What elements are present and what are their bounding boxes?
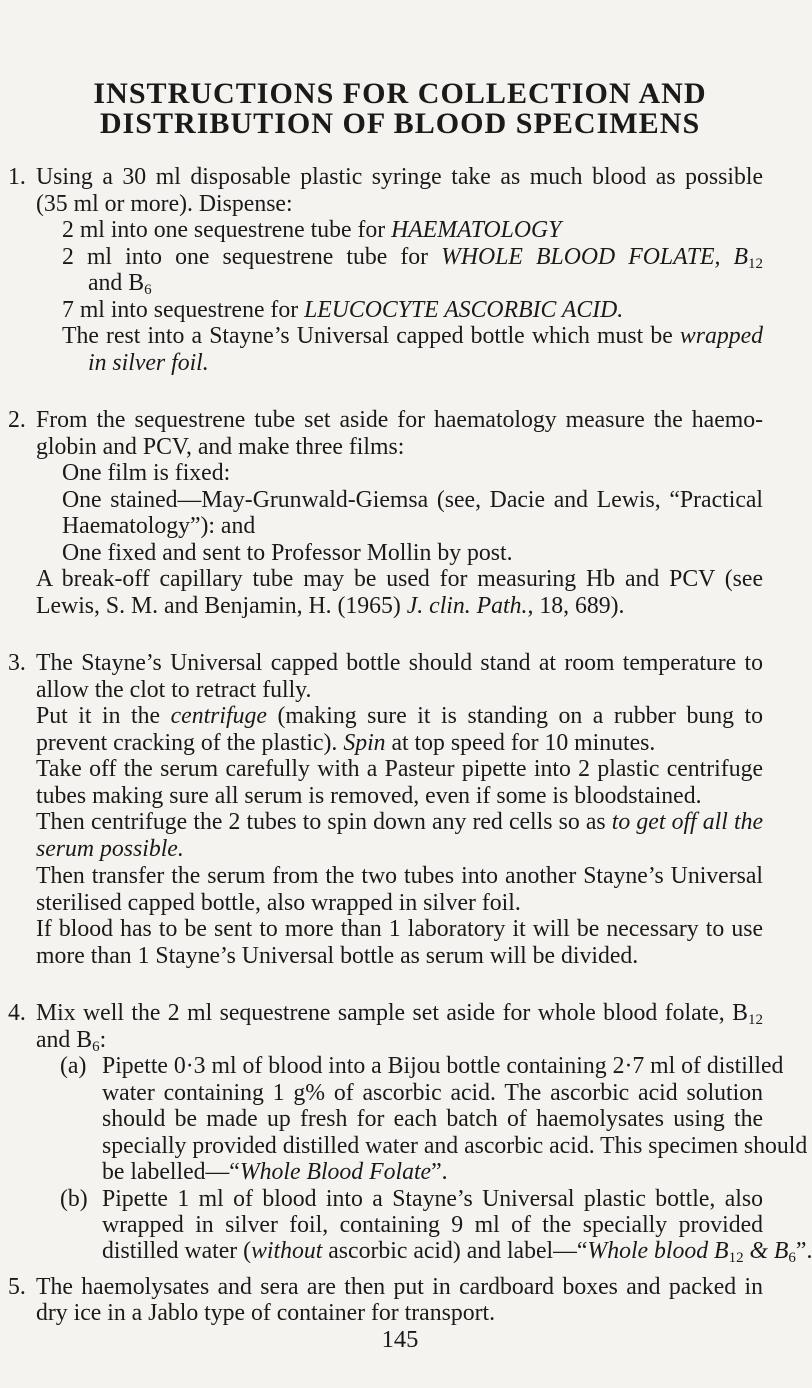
s3-line-12: more than 1 Stayne’s Universal bottle as serum will be divided.	[36, 943, 639, 969]
s4-a-line-3: should be made up fresh for each batch of haemolysates using the	[102, 1106, 763, 1132]
s4-l2-text: and B	[36, 1027, 93, 1053]
section-2-number: 2.	[8, 407, 26, 433]
s1-dispense-3	[62, 297, 623, 323]
s3-line-4	[36, 730, 655, 756]
s1-d2-italic: WHOLE BLOOD FOLATE, B	[441, 244, 748, 270]
s4-b3-c: ascorbic acid) and label—“	[322, 1238, 588, 1264]
s2-line-6: One fixed and sent to Professor Mollin by post.	[62, 540, 513, 566]
s3-line-11: If blood has to be sent to more than 1 laboratory it will be necessary to use	[36, 916, 763, 942]
s3-l4-tail: at top speed for 10 minutes.	[385, 730, 656, 756]
title-line-1: INSTRUCTIONS FOR COLLECTION AND	[93, 76, 707, 110]
s1-d3-text: 7 ml into sequestrene for	[62, 297, 305, 323]
s1-dispense-1	[62, 217, 561, 243]
s1-d4b-italic: in silver foil.	[88, 350, 209, 376]
s2-l8-journal: J. clin. Path.	[406, 593, 528, 619]
s3-l8-italic: serum possible.	[36, 836, 184, 862]
s4-a-line-2: water containing 1 g% of ascorbic acid. The ascorbic acid solution	[102, 1080, 763, 1106]
s2-line-3: One film is fixed:	[62, 460, 231, 486]
s4-a-line-4: specially provided distilled water and ascorbic acid. This specimen should	[102, 1133, 808, 1159]
s4-b3-sub2: 6	[788, 1250, 796, 1266]
s4-a-line-1: Pipette 0·3 ml of blood into a Bijou bottle containing 2·7 ml of distilled	[102, 1053, 784, 1079]
s4-l2-sub: 6	[92, 1039, 100, 1055]
s3-line-9: Then transfer the serum from the two tubes into another Stayne’s Universal	[36, 863, 763, 889]
s2-line-7: A break-off capillary tube may be used for measuring Hb and PCV (see	[36, 566, 763, 592]
s1-dispense-2b	[88, 270, 152, 296]
s3-l7-italic: to get off all the	[611, 809, 764, 835]
s2-l8-text: Lewis, S. M. and Benjamin, H. (1965)	[36, 593, 407, 619]
s3-l3-text: Put it in the	[36, 703, 171, 729]
s5-line-2: dry ice in a Jablo type of container for transport.	[36, 1300, 496, 1326]
s4-a-line-5	[102, 1159, 448, 1185]
s1-d2-text: 2 ml into one sequestrene tube for	[62, 244, 442, 270]
s1-d4-text: The rest into a Stayne’s Universal capped bottle which must be	[62, 323, 680, 349]
s3-l4-text: prevent cracking of the plastic).	[36, 730, 344, 756]
title-line-2: DISTRIBUTION OF BLOOD SPECIMENS	[99, 106, 701, 140]
s4-b-line-1	[102, 1186, 763, 1212]
s4-b2-text: wrapped in silver foil, containing 9 ml of the specially provided	[102, 1212, 763, 1238]
s3-l7-text: Then centrifuge the 2 tubes to spin down any red cells so as	[36, 809, 612, 835]
page-number: 145	[381, 1326, 419, 1353]
s3-line-5: Take off the serum carefully with a Pasteur pipette into 2 plastic centrifuge	[36, 756, 763, 782]
s3-line-6: tubes making sure all serum is removed, even if some is bloodstained.	[36, 783, 702, 809]
s3-line-1: The Stayne’s Universal capped bottle should stand at room temperature to	[36, 650, 763, 676]
s2-line-4: One stained—May-Grunwald-Giemsa (see, Dacie and Lewis, “Practical	[62, 487, 763, 513]
s4-b3-italic: without	[251, 1238, 323, 1264]
s1-dispense-4	[62, 323, 763, 349]
s3-l3-tail: (making sure it is standing on a rubber bung to	[266, 703, 763, 729]
s1-line-1: Using a 30 ml disposable plastic syringe take as much blood as possible	[36, 164, 763, 190]
section-5-number: 5.	[8, 1274, 26, 1300]
s1-d2-sub: 12	[747, 256, 763, 272]
s2-l8-tail: , 18, 689).	[527, 593, 625, 619]
s1-line-2: (35 ml or more). Dispense:	[36, 191, 293, 217]
s3-line-2: allow the clot to retract fully.	[36, 677, 312, 703]
s4-b3-e: & B	[743, 1238, 789, 1264]
s4-b-line-2	[102, 1212, 763, 1238]
s4-a5-tail: ”.	[431, 1159, 448, 1185]
section-4-number: 4.	[8, 1000, 26, 1026]
s4-a-label: (a)	[60, 1053, 87, 1079]
s1-d4-italic: wrapped	[679, 323, 763, 349]
s1-dispense-4b	[88, 350, 209, 376]
section-1-number: 1.	[8, 164, 26, 190]
s2-line-8	[36, 593, 624, 619]
s4-a5-text: be labelled—“	[102, 1159, 240, 1185]
s4-line-2	[36, 1027, 106, 1053]
s2-line-1: From the sequestrene tube set aside for haematology measure the haemo-	[36, 407, 763, 433]
s4-l1-sub: 12	[748, 1012, 763, 1028]
s3-l4-italic: Spin	[343, 730, 386, 756]
s4-b3-d: Whole blood B	[587, 1238, 729, 1264]
s5-line-1: The haemolysates and sera are then put in cardboard boxes and packed in	[36, 1274, 763, 1300]
s3-l3-italic: centrifuge	[170, 703, 267, 729]
s1-dispense-2	[62, 244, 763, 270]
s4-b3-a: distilled water (	[102, 1238, 252, 1264]
s1-d2b-sub: 6	[144, 282, 152, 298]
s4-l1-text: Mix well the 2 ml sequestrene sample set aside for whole blood folate, B	[36, 1000, 748, 1026]
s4-b3-f: ”.	[795, 1238, 812, 1264]
s1-d2b-text: and B	[88, 270, 145, 296]
s3-line-7	[36, 809, 763, 835]
s4-b-line-3	[102, 1238, 812, 1266]
s2-line-2: globin and PCV, and make three films:	[36, 434, 405, 460]
section-3-number: 3.	[8, 650, 26, 676]
s1-d3-italic: LEUCOCYTE ASCORBIC ACID.	[304, 297, 624, 323]
s1-d1-italic: HAEMATOLOGY	[391, 217, 562, 243]
s1-d1-text: 2 ml into one sequestrene tube for	[62, 217, 392, 243]
s3-line-3	[36, 703, 763, 729]
s4-b-label: (b)	[60, 1186, 88, 1212]
s3-line-10: sterilised capped bottle, also wrapped in silver foil.	[36, 890, 521, 916]
s3-line-8	[36, 836, 184, 862]
s4-l2-colon: :	[99, 1027, 107, 1053]
s4-a5-italic: Whole Blood Folate	[239, 1159, 432, 1185]
s4-line-1	[36, 1000, 763, 1026]
s4-b1-text: Pipette 1 ml of blood into a Stayne’s Universal plastic bottle, also	[102, 1186, 763, 1212]
s4-b3-sub: 12	[728, 1250, 744, 1266]
s2-line-5: Haematology”): and	[62, 513, 256, 539]
